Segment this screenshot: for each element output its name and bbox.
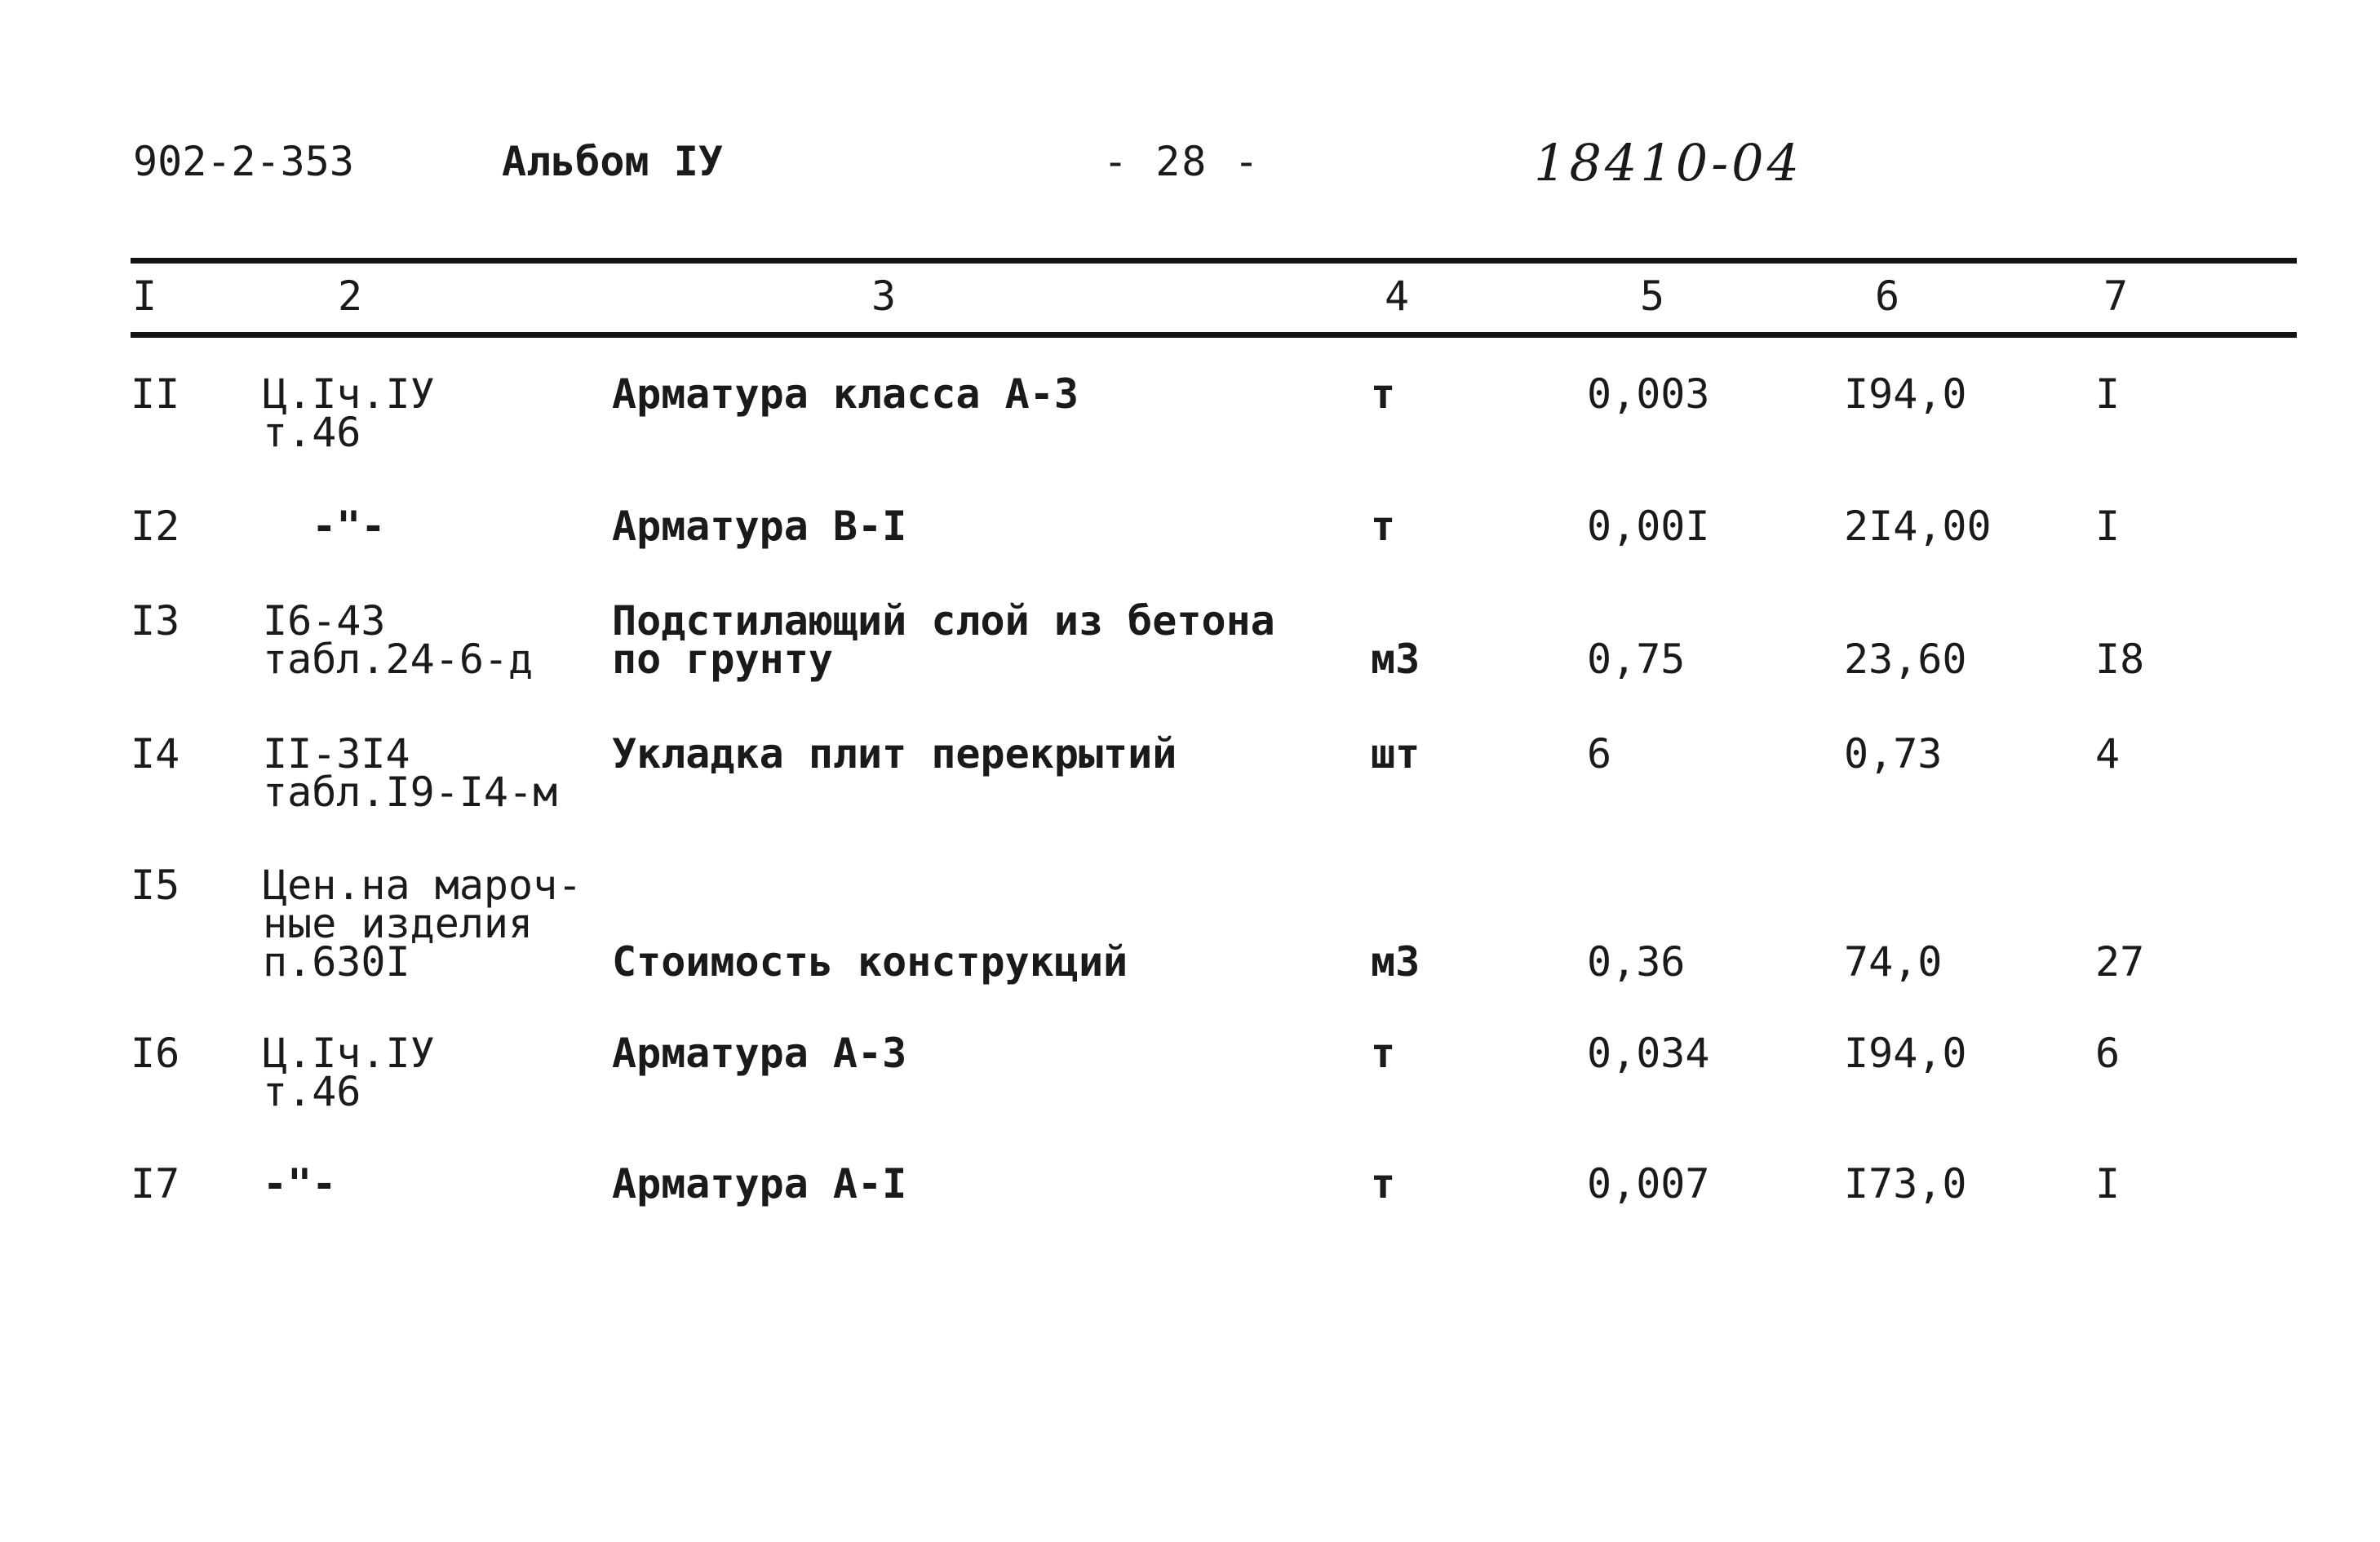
quantity: 0,00I: [1587, 503, 1710, 550]
quantity: 0,75: [1587, 636, 1686, 683]
quantity: 0,36: [1587, 938, 1686, 986]
handwritten-inventory-number: 18410-04: [1534, 133, 1803, 193]
total-cost: I8: [2095, 636, 2145, 683]
total-cost: I: [2095, 370, 2121, 418]
row-number: II: [131, 370, 180, 418]
column-header-1: I: [132, 273, 157, 320]
unit-price: I73,0: [1844, 1160, 1967, 1207]
unit: т: [1371, 1030, 1396, 1077]
column-header-3: 3: [871, 273, 897, 320]
unit: м3: [1371, 636, 1420, 683]
total-cost: I: [2095, 503, 2121, 550]
row-number: I5: [131, 862, 180, 909]
document-code: 902-2-353: [133, 138, 354, 185]
column-header-7: 7: [2103, 273, 2129, 320]
column-header-5: 5: [1640, 273, 1665, 320]
unit: т: [1371, 370, 1396, 418]
work-description: Арматура А-3: [612, 1030, 907, 1077]
quantity: 6: [1587, 730, 1612, 778]
unit-price: 0,73: [1844, 730, 1943, 778]
row-number: I4: [131, 730, 180, 778]
column-header-2: 2: [338, 273, 363, 320]
total-cost: 4: [2095, 730, 2121, 778]
work-description: Арматура класса А-3: [612, 370, 1079, 418]
norm-reference: Цен.на мароч- ные изделия п.630I: [263, 862, 583, 986]
total-cost: I: [2095, 1160, 2121, 1207]
unit-price: 74,0: [1844, 938, 1943, 986]
work-description: Укладка плит перекрытий: [612, 730, 1177, 778]
row-number: I7: [131, 1160, 180, 1207]
column-header-6: 6: [1875, 273, 1900, 320]
unit-price: 23,60: [1844, 636, 1967, 683]
norm-reference: II-3I4 табл.I9-I4-м: [263, 730, 558, 816]
quantity: 0,003: [1587, 370, 1710, 418]
unit: шт: [1371, 730, 1420, 778]
work-description: Арматура В-I: [612, 503, 907, 550]
table-top-rule: [131, 258, 2297, 264]
total-cost: 6: [2095, 1030, 2121, 1077]
unit: м3: [1371, 938, 1420, 986]
work-description: Арматура А-I: [612, 1160, 907, 1207]
unit: т: [1371, 503, 1396, 550]
album-label: Альбом IУ: [502, 138, 723, 185]
table-header-rule: [131, 332, 2297, 338]
work-description: Стоимость конструкций: [612, 938, 1128, 986]
work-description: Подстилающий слой из бетона по грунту: [612, 597, 1275, 683]
norm-reference: -"-: [263, 1160, 337, 1207]
quantity: 0,007: [1587, 1160, 1710, 1207]
quantity: 0,034: [1587, 1030, 1710, 1077]
norm-reference: I6-43 табл.24-6-д: [263, 597, 534, 683]
total-cost: 27: [2095, 938, 2145, 986]
row-number: I3: [131, 597, 180, 645]
norm-reference: Ц.Iч.IУ т.46: [263, 1030, 435, 1115]
unit-price: I94,0: [1844, 370, 1967, 418]
unit: т: [1371, 1160, 1396, 1207]
row-number: I2: [131, 503, 180, 550]
unit-price: I94,0: [1844, 1030, 1967, 1077]
row-number: I6: [131, 1030, 180, 1077]
norm-reference: Ц.Iч.IУ т.46: [263, 370, 435, 456]
page-number: - 28 -: [1103, 138, 1261, 185]
unit-price: 2I4,00: [1844, 503, 1992, 550]
column-header-4: 4: [1385, 273, 1410, 320]
norm-reference: -"-: [263, 503, 386, 550]
